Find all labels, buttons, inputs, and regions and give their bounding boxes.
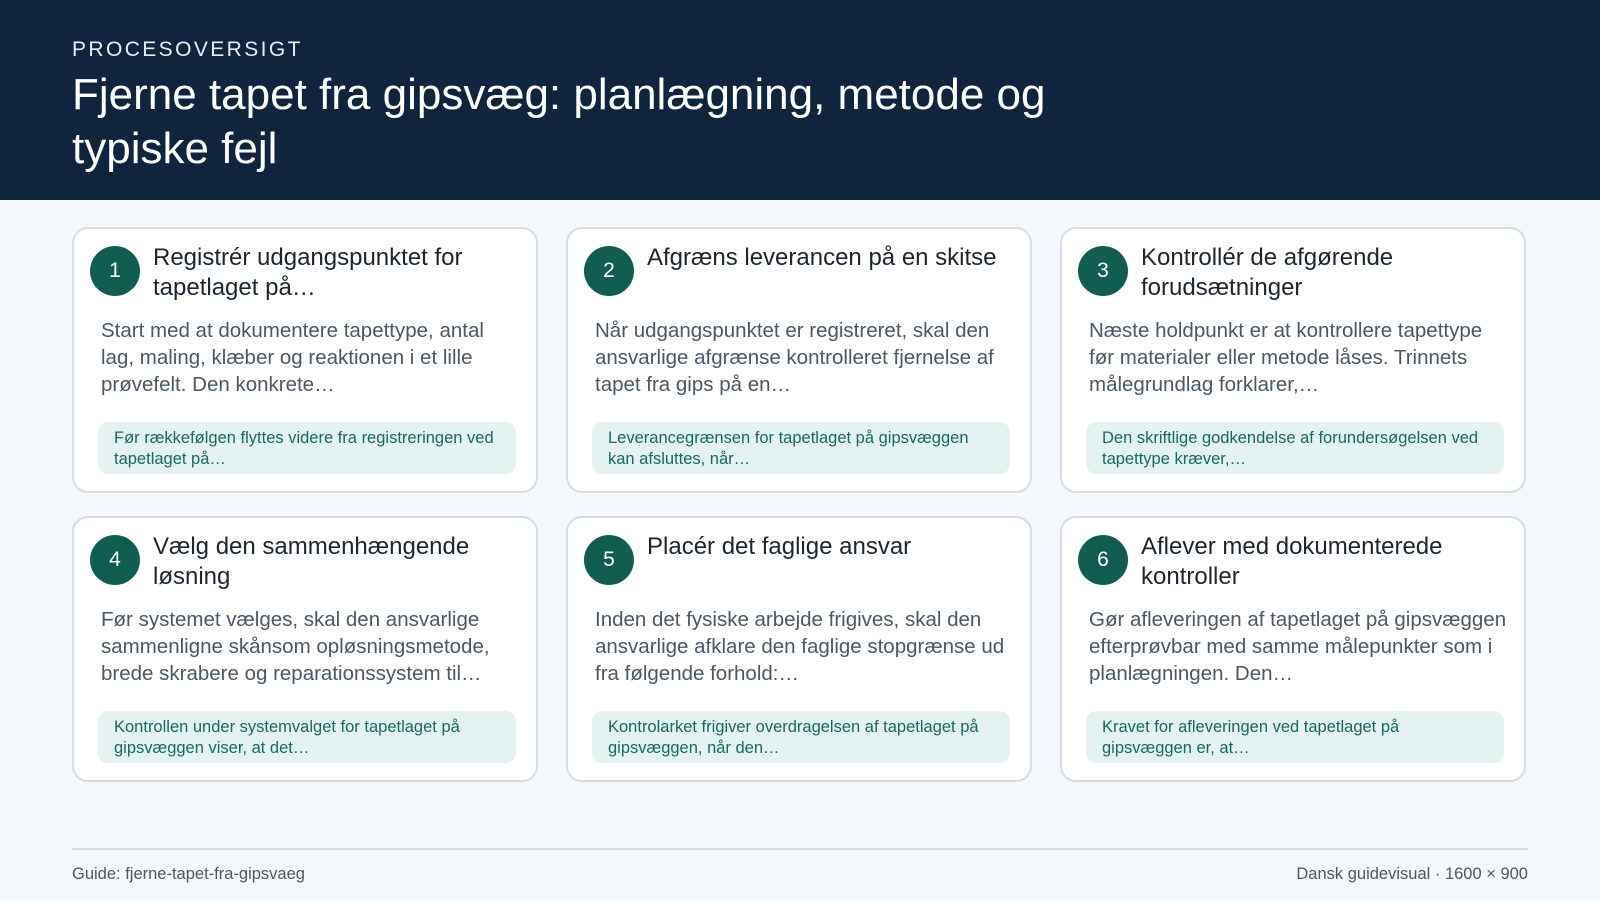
step-checkpoint-note: Før rækkefølgen flyttes videre fra registreringen ved tapetlaget på… [98, 422, 516, 474]
step-title: Kontrollér de afgørende forudsætninger [1141, 244, 1394, 301]
step-number-badge: 5 [584, 535, 634, 585]
eyebrow-label: PROCESOVERSIGT [72, 38, 303, 61]
step-title: Aflever med dokumenterede kontroller [1141, 533, 1443, 590]
step-checkpoint-note: Kontrollen under systemvalget for tapetlaget på gipsvæggen viser, at det… [98, 711, 516, 763]
step-card-1 [72, 227, 538, 493]
step-description: Gør afleveringen af tapetlaget på gipsvæggen efterprøvbar med samme målepunkter som i planlægningen. Den… [1089, 608, 1507, 685]
header-banner [0, 0, 1600, 200]
step-number-badge: 6 [1078, 535, 1128, 585]
step-checkpoint-note: Kontrolarket frigiver overdragelsen af tapetlaget på gipsvæggen, når den… [592, 711, 1010, 763]
step-grid [72, 227, 1528, 782]
step-description: Før systemet vælges, skal den ansvarlige sammenligne skånsom opløsningsmetode, brede skrabere og reparationssystem til… [101, 608, 490, 685]
step-description: Næste holdpunkt er at kontrollere tapettype før materialer eller metode låses. Trinnets målegrundlag forklarer,… [1089, 319, 1483, 396]
step-number-badge: 4 [90, 535, 140, 585]
step-description: Når udgangspunktet er registreret, skal den ansvarlige afgrænse kontrolleret fjernelse af tapet fra gips på en… [595, 319, 994, 396]
step-title: Afgræns leverancen på en skitse [647, 244, 997, 271]
step-card-4 [72, 516, 538, 782]
footer-guide-slug: Guide: fjerne-tapet-fra-gipsvaeg [72, 865, 305, 883]
footer-meta: Dansk guidevisual · 1600 × 900 [1296, 865, 1528, 883]
step-card-2 [566, 227, 1032, 493]
step-checkpoint-note: Kravet for afleveringen ved tapetlaget på gipsvæggen er, at… [1086, 711, 1504, 763]
step-checkpoint-note: Den skriftlige godkendelse af forundersøgelsen ved tapettype kræver,… [1086, 422, 1504, 474]
step-card-5 [566, 516, 1032, 782]
step-title: Placér det faglige ansvar [647, 533, 912, 560]
step-card-6 [1060, 516, 1526, 782]
step-description: Start med at dokumentere tapettype, antal lag, maling, klæber og reaktionen i et lille prøvefelt. Den konkrete… [101, 319, 484, 396]
step-card-3 [1060, 227, 1526, 493]
step-number-badge: 1 [90, 246, 140, 296]
step-title: Vælg den sammenhængende løsning [153, 533, 470, 590]
step-title: Registrér udgangspunktet for tapetlaget på… [153, 244, 463, 301]
page-title: Fjerne tapet fra gipsvæg: planlægning, metode og typiske fejl [72, 70, 1046, 173]
footer-divider [72, 848, 1528, 850]
step-description: Inden det fysiske arbejde frigives, skal den ansvarlige afklare den faglige stopgrænse ud fra følgende forhold:… [595, 608, 1005, 685]
step-checkpoint-note: Leverancegrænsen for tapetlaget på gipsvæggen kan afsluttes, når… [592, 422, 1010, 474]
step-number-badge: 2 [584, 246, 634, 296]
step-number-badge: 3 [1078, 246, 1128, 296]
